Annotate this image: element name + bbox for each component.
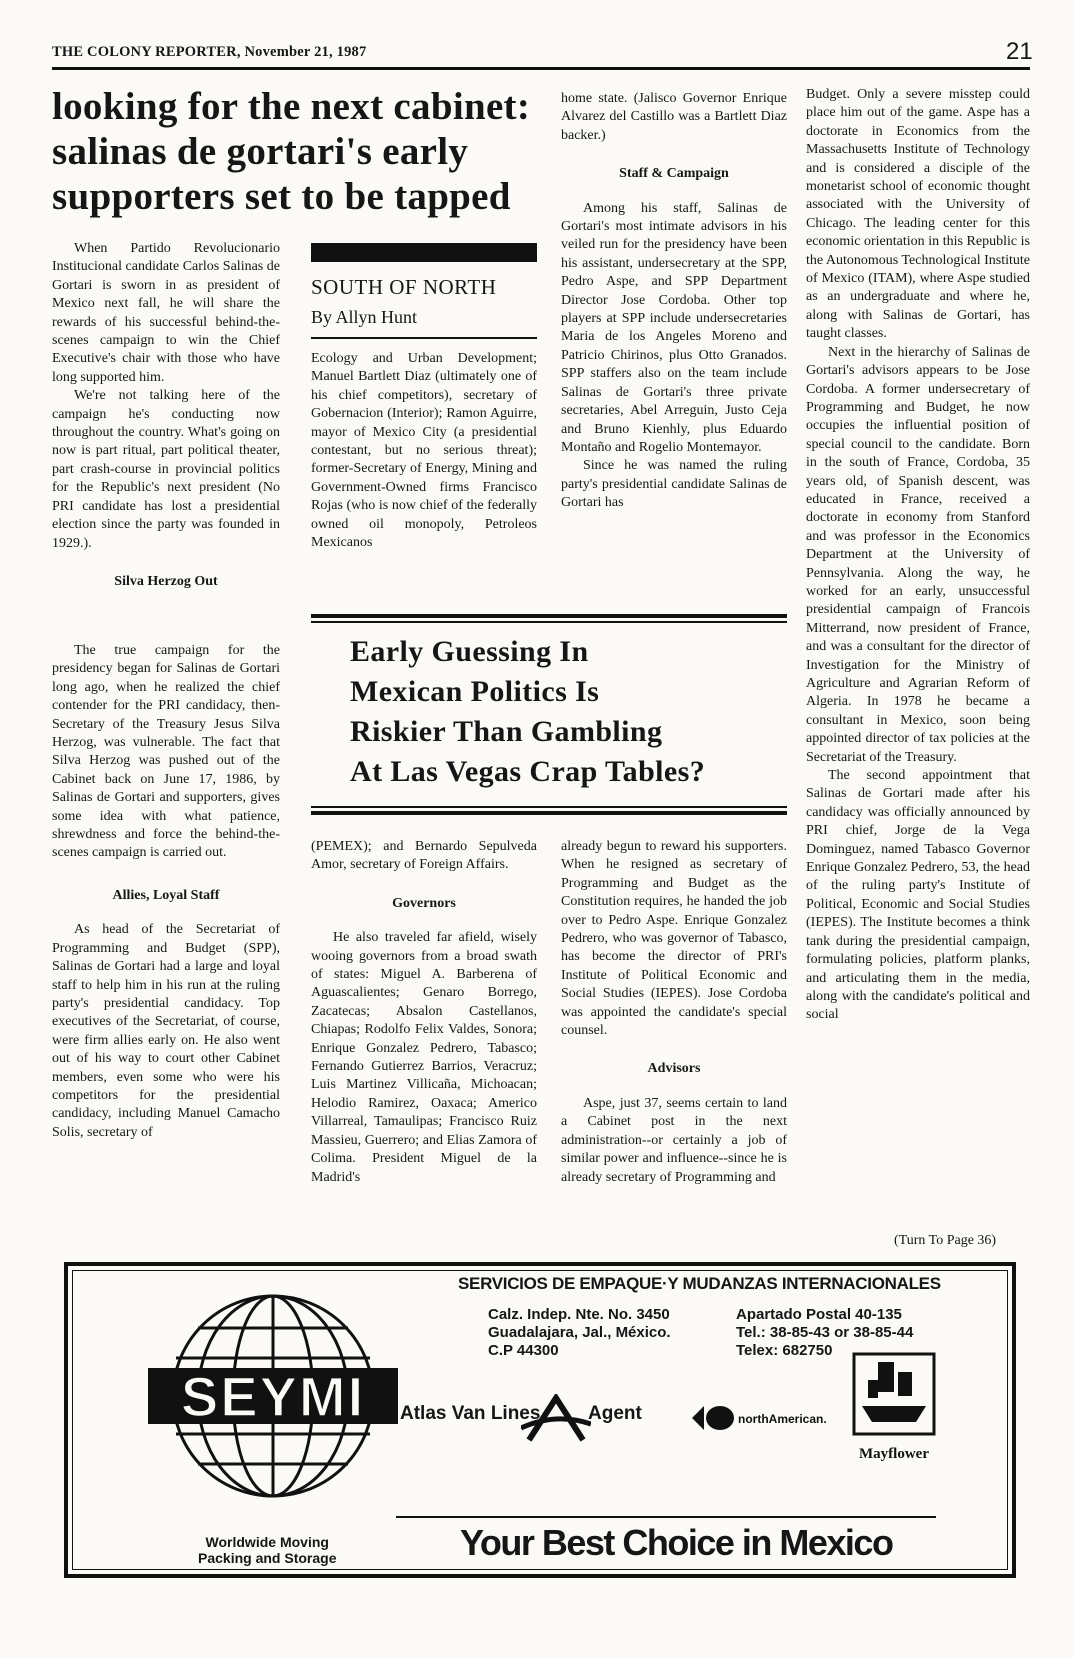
- article-column-2: [311, 350, 537, 552]
- north-american-text: northAmerican.: [738, 1412, 827, 1426]
- ad-services: SERVICIOS DE EMPAQUE·Y MUDANZAS INTERNACIONALES: [458, 1274, 941, 1293]
- article-headline: looking for the next cabinet: salinas de gortari's early supporters set to be tapped: [52, 85, 531, 218]
- subhead: Governors: [392, 895, 456, 911]
- paragraph: When Partido Revolucionario Institucional candidate Carlos Salinas de Gortari is sworn in as president of Mexico next fall, he will share the rewards of his successful behind-the-scenes campaign to win the Chief Executive's chair with those who have long supported him.: [52, 241, 280, 385]
- article-column-2-continued: [311, 838, 537, 1187]
- globe-logo: [128, 1288, 418, 1518]
- paragraph: Next in the hierarchy of Salinas de Gortari's advisors appears to be Jose Cordoba. A former undersecretary of Programming and Budget, he now occupies the influential position of special council to the candidate. Born in the south of France, Cordoba, 35 years old, of Spanish descent, was educated in France, received a doctorate in economy from Stanford and was professor in the Economics Department at the University of Pennsylvania. Along the way, he worked for an early, unsuccessful presidential campaign of Francois Mitterrand, now president of France, and was a consultant for the director of Investigation for the Ministry of Agriculture and Agrarian Reform of Algeria. In 1978 he became a consultant in Mexico, soon being appointed director of tax policies at the Secretariat of the Treasury.: [806, 344, 1030, 765]
- tagline-line: Worldwide Moving: [205, 1534, 329, 1550]
- subhead: Advisors: [647, 1061, 701, 1077]
- header-rule: [52, 67, 1030, 70]
- article-column-1-continued: [52, 642, 280, 1142]
- paragraph: The true campaign for the presidency began for Salinas de Gortari long ago, when he realized the chief contender for the PRI candidacy, then-Secretary of the Treasury Jesus Silva Herzog, was vulnerable. The fact that Silva Herzog was pushed out of the Cabinet back on June 17, 1986, by Salinas de Gortari and supporters, gives some idea with what patience, shrewdness and force the behind-the-scenes campaign is carried out.: [52, 643, 280, 861]
- subhead: Allies, Loyal Staff: [112, 887, 220, 903]
- column-title: SOUTH OF NORTH: [311, 275, 497, 299]
- subhead: Staff & Campaign: [619, 166, 729, 182]
- box-bottom-rule: [311, 806, 787, 815]
- contact-line: Telex: 682750: [736, 1342, 833, 1359]
- publication-header: THE COLONY REPORTER, November 21, 1987: [52, 44, 367, 60]
- advertisement: [64, 1262, 1016, 1578]
- atlas-a-icon: [521, 1394, 591, 1444]
- mayflower-text: Mayflower: [859, 1446, 929, 1462]
- article-column-4: [806, 86, 1030, 1025]
- paragraph: He also traveled far afield, wisely wooing governors from a broad swath of states: Miguel A. Barberena of Aguascalientes; Genaro Borrego, Zacatecas; Absalon Castellanos, Chiapas; Rodolfo Felix Valdes, Sonora; Enrique Gonzalez Pedrero, Tabasco; Fernando Gutierrez Barrios, Veracruz; Luis Martinez Villicaña, Michoacan; Helodio Ramirez, Oaxaca; Americo Villarreal, Tamaulipas; Francisco Ruiz Massieu, Guerrero; and Elias Zamora of Colima. President Miguel de la Madrid's: [311, 930, 537, 1185]
- ad-address: [488, 1306, 671, 1360]
- pull-headline: [350, 632, 770, 792]
- turn-page-note: (Turn To Page 36): [894, 1233, 997, 1248]
- paragraph: Budget. Only a severe misstep could place him out of the game. Aspe has a doctorate in Economics from the Massachusetts Institute of Technology and is considered a disciple of the monetarist school of economic thought associated with the University of Chicago. The leading center for this economic orientation in this Republic is the Autonomous Technological Institute of Mexico (ITAM), where Aspe studied as an undergraduate and where he, along with Salinas de Gortari, has taught classes.: [806, 87, 1030, 342]
- article-column-3: [561, 90, 787, 513]
- contact-line: Apartado Postal 40-135: [736, 1306, 902, 1323]
- article-column-3-continued: [561, 838, 787, 1187]
- paragraph: Since he was named the ruling party's presidential candidate Salinas de Gortari has: [561, 458, 787, 511]
- box-top-rule: [311, 614, 787, 623]
- paragraph: The second appointment that Salinas de Gortari made after his candidacy was officially announced by PRI chief, Jorge de la Vega Dominguez, named Tabasco Governor Enrique Gonzalez Pedrero, 53, the head of the ruling party's Institute of Political, Economic and Social Studies (IEPES). The Institute becomes a think tank during the presidential campaign, formulating policies, platform planks, and articulating them in the media, along with the candidate's political and social: [806, 768, 1030, 1023]
- paragraph: already begun to reward his supporters. When he resigned as secretary of Programming and Budget as the Constitution requires, he handed the job over to Pedro Aspe. Enrique Gonzalez Pedrero, who was governor of Tabasco, has become the director of PRI's Institute of Political Economic and Social Studies (IEPES). Jose Cordoba was appointed the candidate's special counsel.: [561, 839, 787, 1039]
- mayflower-ship-icon: [848, 1350, 940, 1470]
- pull-headline-line: Riskier Than Gambling: [350, 715, 663, 748]
- byline: By Allyn Hunt: [311, 307, 418, 327]
- address-line: Guadalajara, Jal., México.: [488, 1324, 671, 1341]
- address-line: Calz. Indep. Nte. No. 3450: [488, 1306, 670, 1323]
- paragraph: (PEMEX); and Bernardo Sepulveda Amor, secretary of Foreign Affairs.: [311, 839, 537, 873]
- column-title-bar: [311, 243, 537, 262]
- article-column-1: [52, 240, 280, 607]
- paragraph: Aspe, just 37, seems certain to land a Cabinet post in the next administration--or certainly a job of similar power and influence--since he is already secretary of Programming and: [561, 1095, 787, 1185]
- ad-slogan: Your Best Choice in Mexico: [460, 1522, 893, 1563]
- ad-rule: [396, 1516, 936, 1518]
- ad-tagline: [198, 1534, 336, 1566]
- paragraph: We're not talking here of the campaign he's conducting now throughout the country. What's going on now is part ritual, part political theater, part crash-course in provincial politics for the Republic's next president (No PRI candidate has lost a presidential election since the party was founded in 1929.).: [52, 388, 280, 551]
- pull-headline-line: Early Guessing In: [350, 635, 589, 668]
- contact-line: Tel.: 38-85-43 or 38-85-44: [736, 1324, 914, 1341]
- pull-headline-line: Mexican Politics Is: [350, 675, 600, 708]
- subhead: Silva Herzog Out: [114, 573, 218, 589]
- north-american-logo: [688, 1398, 838, 1438]
- pull-headline-line: At Las Vegas Crap Tables?: [350, 755, 706, 788]
- column-rule: [311, 337, 537, 339]
- tagline-line: Packing and Storage: [198, 1550, 337, 1566]
- paragraph: As head of the Secretariat of Programming and Budget (SPP), Salinas de Gortari had a large and loyal staff to help him in his run at the ruling party's presidential candidacy. Top executives of the Secretariat, of course, were firm allies early on. He also went out of his way to court other Cabinet members, even some who were his competitors for the presidential candidacy, including Manuel Camacho Solis, secretary of: [52, 922, 280, 1140]
- paragraph: home state. (Jalisco Governor Enrique Alvarez del Castillo was a Bartlett Diaz backer.): [561, 91, 787, 143]
- address-line: C.P 44300: [488, 1342, 559, 1359]
- paragraph: Ecology and Urban Development; Manuel Bartlett Diaz (ultimately one of his chief competitors), secretary of Gobernacion (Interior); Ramon Aguirre, mayor of Mexico City (a presidential contestant, but no serious threat); former-Secretary of Energy, Mining and Government-Owned firms Francisco Rojas (who is now chief of the federally owned oil monopoly, Petroleos Mexicanos: [311, 351, 537, 551]
- logo-text: SEYMI: [180, 1365, 366, 1428]
- paragraph: Among his staff, Salinas de Gortari's most intimate advisors in his veiled run for the presidency have been his assistant, undersecretary at the SPP, Pedro Aspe, and SPP Department Director Jose Cordoba. Other top players at SPP include undersecretaries Maria de los Angeles Moreno and Patricio Chirinos, plus Otto Granados. SPP staffers also on the team include Salinas de Gortari's three private secretaries, Abel Arreguin, Justo Ceja and Bruno Kienhly, plus Eduardo Montaño and Rogelio Montemayor.: [561, 200, 787, 455]
- page-number: 21: [1006, 38, 1033, 65]
- agent-label: Agent: [588, 1403, 642, 1424]
- atlas-van-lines: Atlas Van Lines: [400, 1403, 541, 1424]
